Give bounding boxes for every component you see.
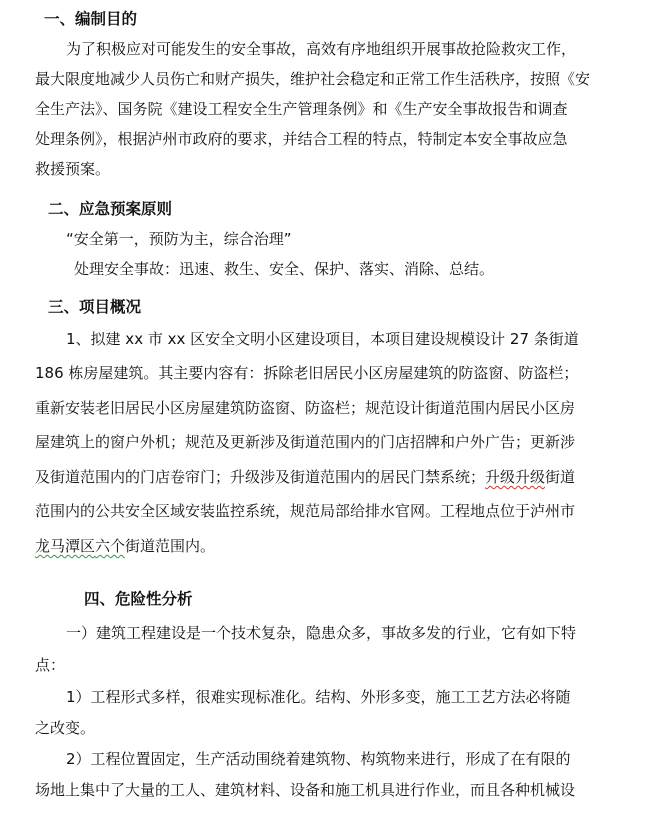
section-heading-3: 三、项目概况 (48, 298, 142, 316)
paragraph-line: 186 栋房屋建筑。其主要内容有：拆除老旧居民小区房屋建筑的防盗窗、防盗栏； (35, 364, 579, 382)
paragraph-line: 2）工程位置固定，生产活动围绕着建筑物、构筑物来进行，形成了在有限的 (66, 750, 571, 768)
paragraph-line: 重新安装老旧居民小区房屋建筑防盗窗、防盗栏；规范设计街道范围内居民小区房 (35, 399, 576, 417)
paragraph-line: 处理条例》，根据泸州市政府的要求，并结合工程的特点，特制定本安全事故应急 (35, 130, 568, 148)
section-heading-4: 四、危险性分析 (84, 590, 193, 608)
paragraph-line: 一）建筑工程建设是一个技术复杂，隐患众多，事故多发的行业，它有如下特 (66, 624, 577, 642)
text-run: 街道范围内。 (125, 537, 216, 555)
paragraph-line: 1、拟建 xx 市 xx 区安全文明小区建设项目，本项目建设规模设计 27 条街道 (66, 330, 579, 348)
paragraph-line: 救援预案。 (35, 160, 111, 178)
paragraph-line (35, 535, 215, 557)
section-heading-1: 一、编制目的 (44, 10, 138, 28)
text-run: 及街道范围内的门店卷帘门；升级涉及街道范围内的居民门禁系统； (35, 468, 486, 486)
spellcheck-flagged-text: 升级升级 (485, 468, 546, 486)
principle-line: 处理安全事故：迅速、救生、安全、保护、落实、消除、总结。 (74, 260, 495, 278)
paragraph-line: 最大限度地减少人员伤亡和财产损失，维护社会稳定和正常工作生活秩序，按照《安 (35, 70, 591, 88)
principle-quote: “安全第一，预防为主，综合治理” (66, 230, 292, 248)
paragraph-line: 屋建筑上的窗户外机；规范及更新涉及街道范围内的门店招牌和户外广告；更新涉 (35, 433, 576, 451)
paragraph-line: 范围内的公共安全区域安装监控系统，规范局部给排水官网。工程地点位于泸州市 (35, 502, 576, 520)
paragraph-line: 全生产法》、国务院《建设工程安全生产管理条例》和《生产安全事故报告和调查 (35, 100, 568, 118)
text-run: 街道 (545, 468, 576, 486)
paragraph-line: 点： (35, 656, 66, 674)
grammar-flagged-text: 六个 (95, 537, 126, 555)
grammar-flagged-text: 龙马潭区 (35, 537, 96, 555)
paragraph-line: 场地上集中了大量的工人、建筑材料、设备和施工机具进行作业，而且各种机械设 (35, 781, 576, 799)
paragraph-line (35, 466, 575, 488)
paragraph-line: 1）工程形式多样，很难实现标准化。结构、外形多变，施工工艺方法必将随 (66, 688, 571, 706)
paragraph-line: 之改变。 (35, 719, 96, 737)
section-heading-2: 二、应急预案原则 (48, 200, 173, 218)
paragraph-line: 为了积极应对可能发生的安全事故，高效有序地组织开展事故抢险救灾工作， (66, 40, 577, 58)
